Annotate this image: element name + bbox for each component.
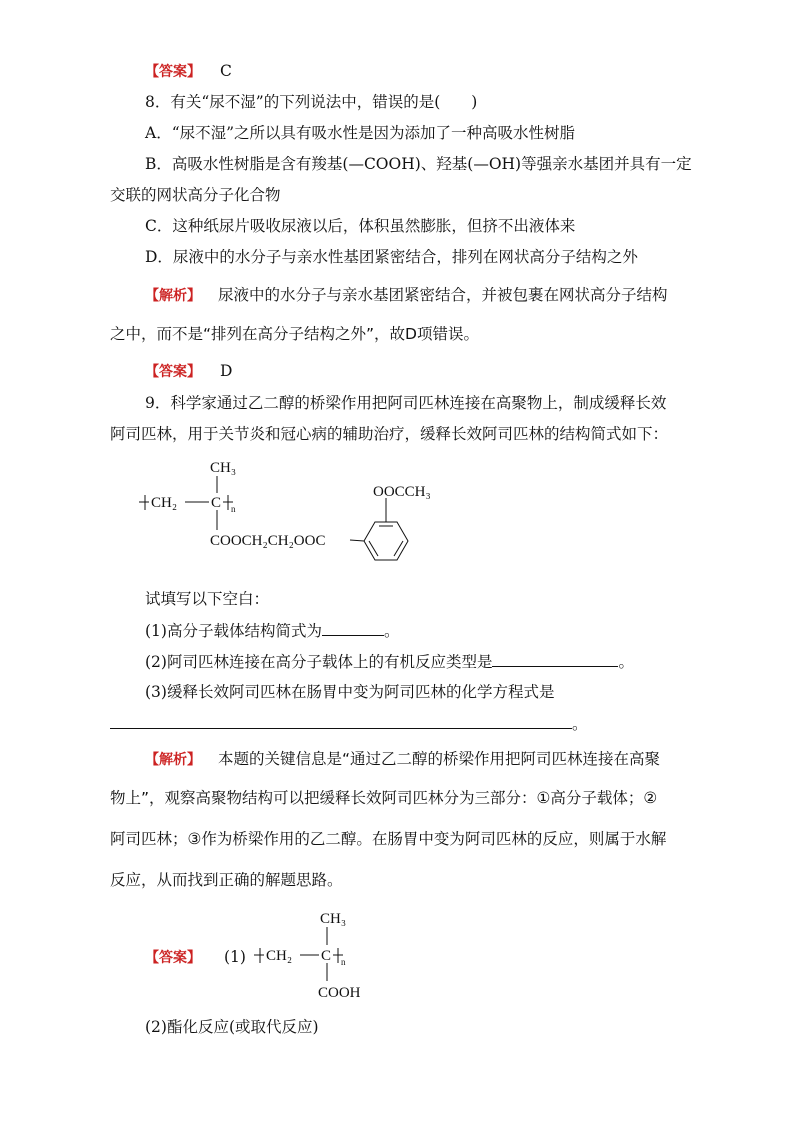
q8-option-b-line1: B．高吸水性树脂是含有羧基(—COOH)、羟基(—OH)等强亲水基团并具有一定 <box>145 155 692 173</box>
bond-ester-ring <box>350 540 364 541</box>
q9-analysis-text1: 本题的关键信息是“通过乙二醇的桥梁作用把阿司匹林连接在高聚 <box>217 750 660 768</box>
q9-answer <box>145 946 246 969</box>
benzene-double-bond-3 <box>369 541 378 556</box>
q8-option-c: C．这种纸尿片吸收尿液以后，体积虽然膨胀，但挤不出液体来 <box>145 217 576 235</box>
q9-answer-1-label: (1) <box>223 948 246 966</box>
answer-tag: 【答案】 <box>145 364 201 380</box>
q9-stem-line1: 9．科学家通过乙二醇的桥梁作用把阿司匹林连接在高聚物上，制成缓释长效 <box>145 394 667 412</box>
benzene-ring-icon <box>364 522 408 560</box>
q9-stem-line2: 阿司匹林，用于关节炎和冠心病的辅助治疗，缓释长效阿司匹林的结构简式如下： <box>110 425 669 443</box>
q8-option-d: D．尿液中的水分子与亲水性基团紧密结合，排列在网状高分子结构之外 <box>145 248 638 266</box>
q8-answer-value: D <box>219 362 233 380</box>
answer-tag: 【答案】 <box>145 64 201 80</box>
answer-ch3-label: CH₃ <box>320 911 347 927</box>
ch3-label: CH₃ <box>210 460 237 476</box>
analysis-tag: 【解析】 <box>145 288 201 304</box>
q8-analysis-line2: 之中，而不是“排列在高分子结构之外”，故D项错误。 <box>110 325 479 343</box>
polymer-structure-diagram <box>135 450 465 580</box>
q9-sub3-period: 。 <box>572 715 588 733</box>
q8-stem: 8．有关“尿不湿”的下列说法中，错误的是( ) <box>145 93 478 111</box>
q9-sub1-text: (1)高分子载体结构简式为 <box>145 622 322 640</box>
q9-analysis-line3: 阿司匹林；③作为桥梁作用的乙二醇。在肠胃中变为阿司匹林的反应，则属于水解 <box>110 830 667 848</box>
q8-answer <box>145 360 232 383</box>
answer-n-subscript: n <box>341 957 346 967</box>
answer-cooh-label: COOH <box>318 985 361 1001</box>
ch2-label: CH₂ <box>151 495 178 511</box>
answer-tag: 【答案】 <box>145 950 201 966</box>
q9-sub1-blank[interactable] <box>322 619 384 636</box>
q9-sub1 <box>145 619 399 642</box>
answer-ch2-label: CH₂ <box>266 948 293 964</box>
analysis-tag: 【解析】 <box>145 752 201 768</box>
q9-analysis-line4: 反应，从而找到正确的解题思路。 <box>110 871 343 889</box>
q9-prompt: 试填写以下空白： <box>145 590 270 608</box>
answer-polymer-structure <box>250 903 390 1003</box>
q9-sub3: (3)缓释长效阿司匹林在肠胃中变为阿司匹林的化学方程式是 <box>145 683 555 701</box>
q8-analysis-line1 <box>145 284 667 307</box>
q7-answer-value: C <box>219 62 232 80</box>
c-label: C <box>211 495 222 511</box>
benzene-double-bond-2 <box>394 541 403 556</box>
q9-sub3-blank[interactable] <box>110 712 572 729</box>
n-subscript: n <box>231 504 236 514</box>
q9-answer-2: (2)酯化反应(或取代反应) <box>145 1018 319 1036</box>
q9-sub2-period: 。 <box>618 653 634 671</box>
q9-sub2-blank[interactable] <box>492 650 618 667</box>
q9-sub1-period: 。 <box>383 622 400 640</box>
q8-analysis-text1: 尿液中的水分子与亲水基团紧密结合，并被包裹在网状高分子结构 <box>217 286 668 304</box>
q9-sub2 <box>145 650 634 673</box>
q8-option-a: A．“尿不湿”之所以具有吸水性是因为添加了一种高吸水性树脂 <box>145 124 576 142</box>
q9-sub2-text: (2)阿司匹林连接在高分子载体上的有机反应类型是 <box>145 653 493 671</box>
ester-chain-label: COOCH₂CH₂OOC <box>210 533 326 549</box>
acetoxy-label: OOCCH₃ <box>373 484 431 500</box>
q9-analysis-line1 <box>145 748 660 771</box>
answer-c-label: C <box>321 948 332 964</box>
q9-sub3-answer-line <box>110 712 588 735</box>
q7-answer <box>145 60 232 83</box>
q9-analysis-line2: 物上”，观察高聚物结构可以把缓释长效阿司匹林分为三部分：①高分子载体；② <box>110 789 658 807</box>
q8-option-b-line2: 交联的网状高分子化合物 <box>110 186 281 204</box>
